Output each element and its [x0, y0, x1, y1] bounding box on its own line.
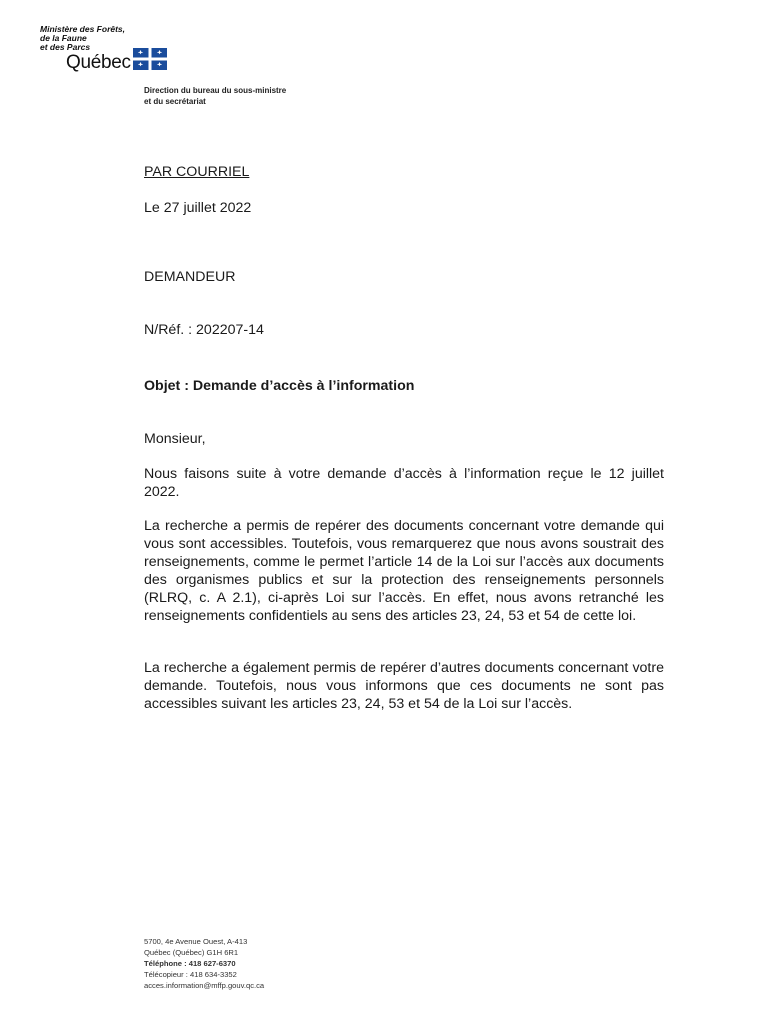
- body-paragraph-2: La recherche a permis de repérer des documents concernant votre demande qui vous sont accessibles. Toutefois, vous remarquerez que nous avons soustrait des renseignements, comme le permet l’article 14 de la Loi sur l’accès aux documents des organismes publics et sur la protection des renseignements personnels (RLRQ, c. A 2.1), ci-après Loi sur l’accès. En effet, nous avons retranché les renseignements confidentiels au sens des articles 23, 24, 53 et 54 de cette loi.: [144, 518, 664, 624]
- quebec-wordmark: Québec: [66, 52, 131, 73]
- footer-city: Québec (Québec) G1H 6R1: [144, 948, 239, 957]
- delivery-method: PAR COURRIEL: [144, 164, 250, 180]
- sender-line-1: Direction du bureau du sous-ministre: [144, 86, 287, 95]
- sender-department: [144, 85, 286, 107]
- footer-email: acces.information@mffp.gouv.qc.ca: [144, 981, 265, 990]
- ministry-name-line-2: de la Faune: [40, 33, 87, 43]
- footer-fax: Télécopieur : 418 634-3352: [144, 970, 237, 979]
- sender-line-2: et du secrétariat: [144, 97, 206, 106]
- footer-address: 5700, 4e Avenue Ouest, A-413: [144, 937, 248, 946]
- body-paragraph-1: Nous faisons suite à votre demande d’accès à l’information reçue le 12 juillet 2022.: [144, 466, 664, 500]
- letter-date: Le 27 juillet 2022: [144, 200, 252, 216]
- ministry-name-line-1: Ministère des Forêts,: [40, 24, 126, 34]
- ministry-name-line-3: et des Parcs: [40, 42, 91, 52]
- reference-number: N/Réf. : 202207-14: [144, 322, 264, 338]
- subject-line: Objet : Demande d’accès à l’information: [144, 378, 415, 394]
- footer-contact: [144, 936, 264, 991]
- recipient: DEMANDEUR: [144, 269, 236, 285]
- footer-phone: Téléphone : 418 627-6370: [144, 959, 236, 968]
- salutation: Monsieur,: [144, 431, 206, 447]
- letterhead-logo: [40, 25, 240, 80]
- quebec-flag-icon: [133, 48, 167, 70]
- body-paragraph-3: La recherche a également permis de repérer d’autres documents concernant votre demande. Toutefois, nous vous informons que ces documents ne sont pas accessibles suivant les articles 23, 24, 53 et 54 de la Loi sur l’accès.: [144, 660, 664, 712]
